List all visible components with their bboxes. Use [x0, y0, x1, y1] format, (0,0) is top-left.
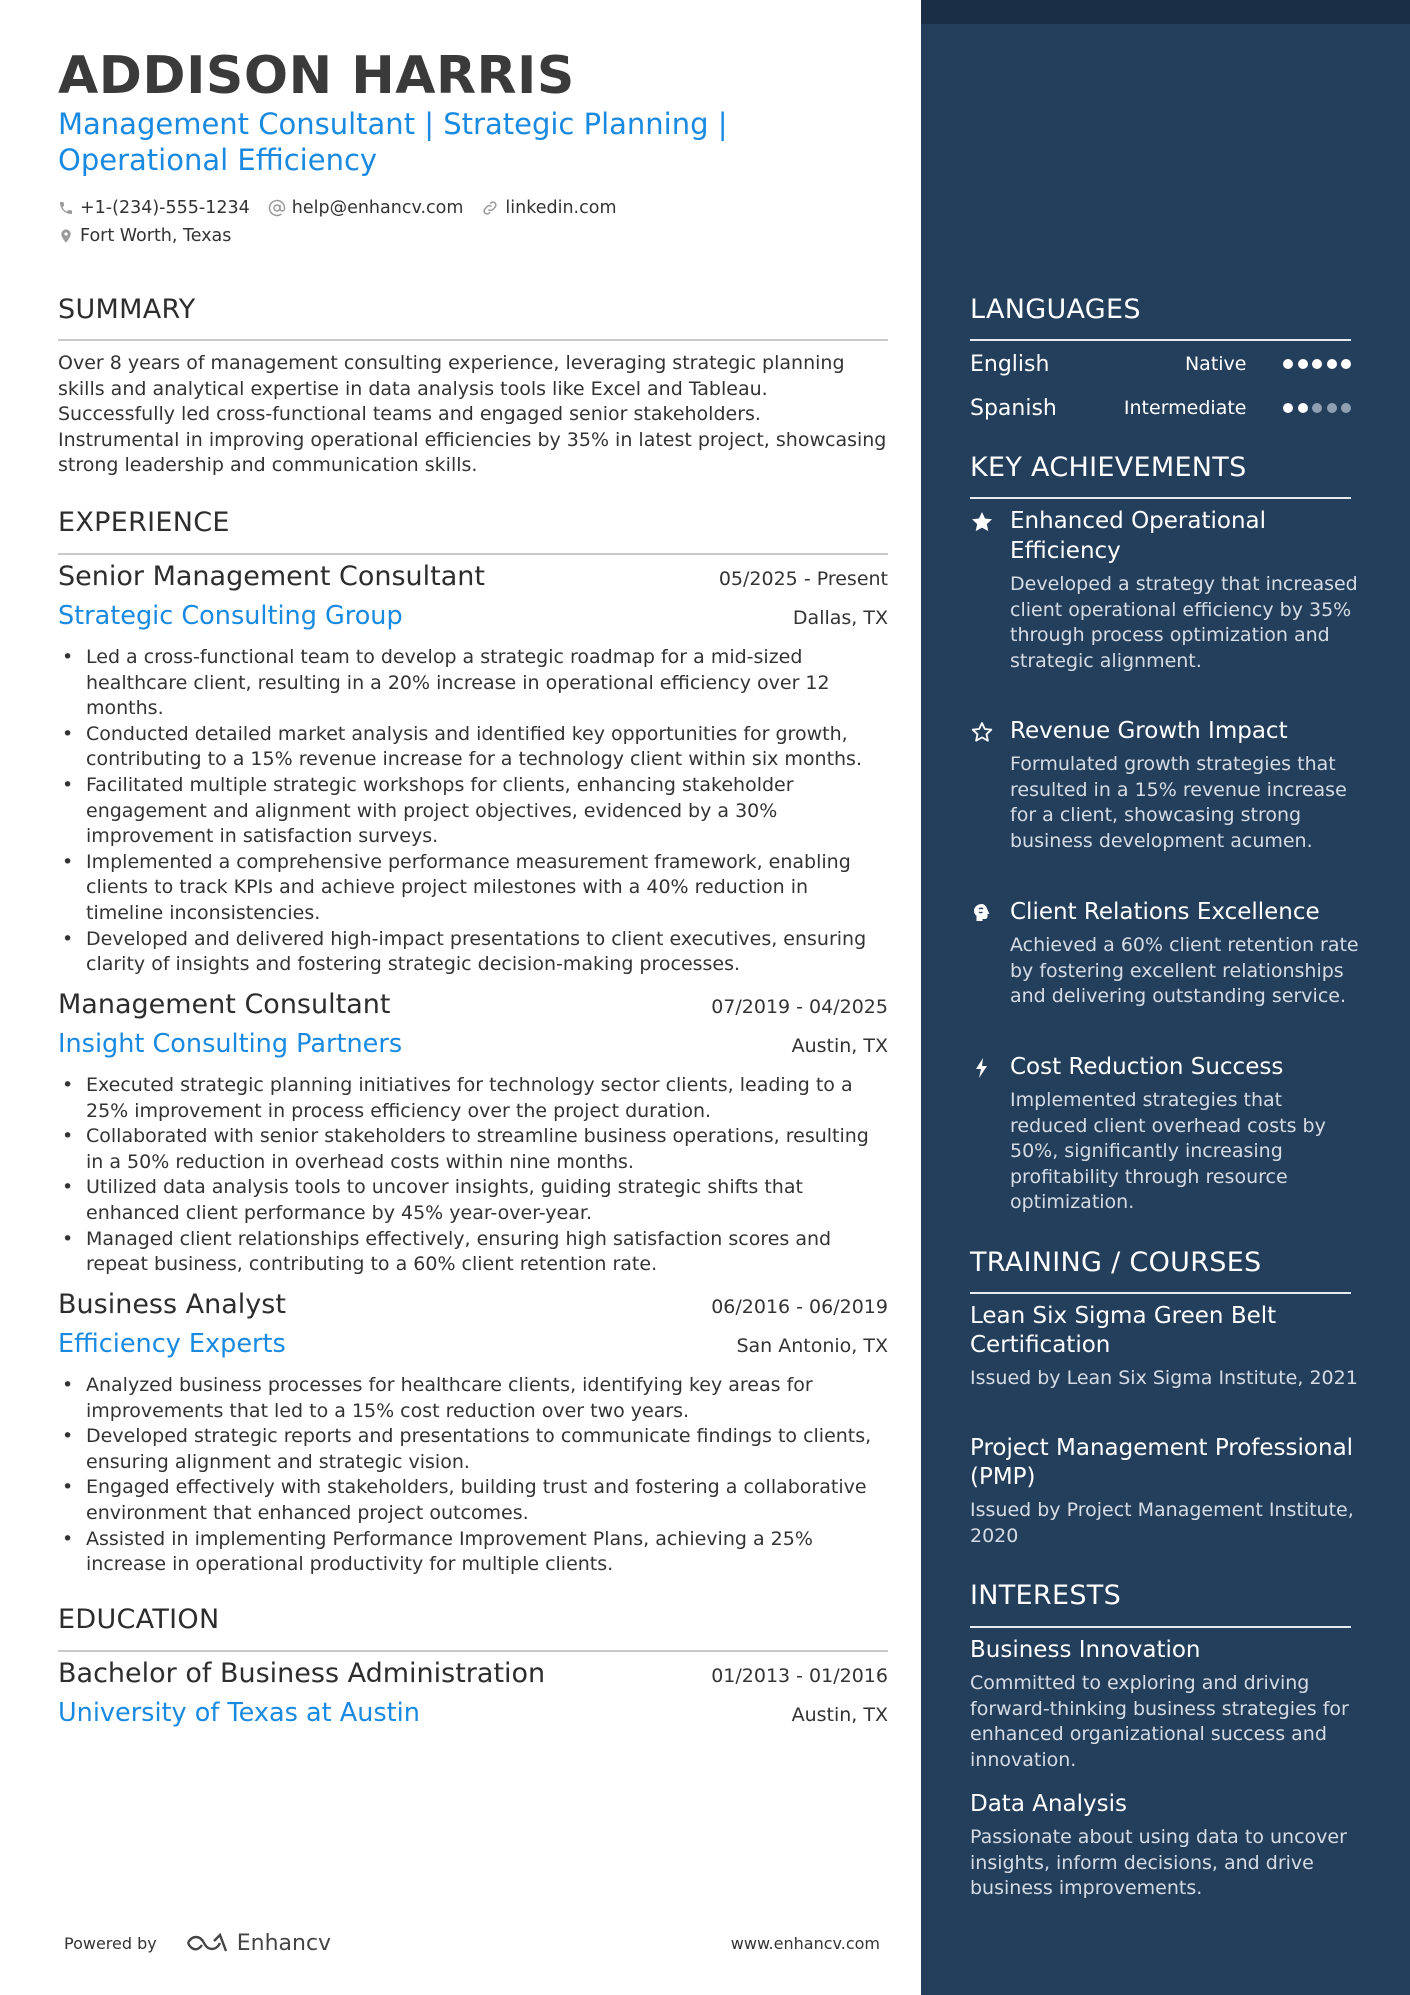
linkedin-text: linkedin.com — [505, 198, 617, 218]
footer-url[interactable]: www.enhancv.com — [730, 1933, 880, 1953]
summary-text: Over 8 years of management consulting experience, leveraging strategic planning skills and analytical expertise in data analysis tools like Excel and Tableau. Successfully led cross-functional teams and engaged senior stakeholders. Instrumental in improving operational efficiencies by 35% in latest project, showcasing strong leadership and communication skills. — [58, 352, 887, 477]
job-dates: 05/2025 - Present — [718, 568, 888, 590]
training-divider — [970, 1292, 1351, 1294]
job-bullets — [58, 1073, 888, 1278]
job-bullet: • Led a cross-functional team to develop a strategic roadmap for a mid-sized healthcare client, resulting in a 20% increase in operational efficiency over 12 months. — [58, 645, 888, 722]
powered-by-label: Powered by — [64, 1933, 157, 1953]
job-bullet: • Managed client relationships effectively, ensuring high satisfaction scores and repeat business, contributing to a 60% client retention rate. — [58, 1227, 888, 1278]
job-entry — [58, 1289, 888, 1578]
proficiency-dot-filled — [1298, 403, 1308, 413]
phone-text: +1-(234)-555-1234 — [80, 198, 250, 218]
course-title: Lean Six Sigma Green Belt Certification — [970, 1303, 1277, 1358]
summary-divider — [58, 339, 888, 341]
course-desc: Issued by Lean Six Sigma Institute, 2021 — [970, 1367, 1358, 1389]
job-dates: 07/2019 - 04/2025 — [711, 996, 888, 1018]
job-bullet: • Executed strategic planning initiatives for technology sector clients, leading to a 25% improvement in process efficiency over the project duration. — [58, 1073, 888, 1124]
proficiency-dot-filled — [1327, 359, 1337, 369]
job-bullet: • Analyzed business processes for healthcare clients, identifying key areas for improvements that led to a 15% cost reduction over two years. — [58, 1373, 888, 1424]
job-bullets — [58, 645, 888, 978]
achievement-desc: Implemented strategies that reduced client overhead costs by 50%, significantly increasing profitability through resource optimization. — [1010, 1089, 1326, 1214]
email-text: help@enhancv.com — [291, 198, 464, 218]
experience-divider — [58, 553, 888, 555]
achievements-divider — [970, 497, 1351, 499]
achievement-desc: Formulated growth strategies that resulted in a 15% revenue increase for a client, showcasing strong business development acumen. — [1010, 753, 1347, 852]
school-name[interactable]: University of Texas at Austin — [58, 1698, 420, 1728]
proficiency-dot-filled — [1312, 359, 1322, 369]
candidate-title: Management Consultant | Strategic Planning | Operational Efficiency — [58, 107, 728, 177]
job-bullet: • Engaged effectively with stakeholders, building trust and fostering a collaborative environment that enhanced project outcomes. — [58, 1475, 888, 1526]
language-item — [970, 347, 1351, 381]
summary-heading: SUMMARY — [58, 294, 196, 325]
education-divider — [58, 1650, 888, 1652]
job-location: Austin, TX — [791, 1035, 888, 1057]
brain-icon — [970, 901, 994, 925]
achievement-title: Client Relations Excellence — [1010, 899, 1320, 925]
at-sign-icon — [268, 199, 286, 217]
language-level: Native — [1184, 353, 1247, 375]
job-role: Senior Management Consultant — [58, 561, 486, 592]
job-bullet: • Developed and delivered high-impact presentations to client executives, ensuring clarity of insights and fostering strategic decision-making processes. — [58, 927, 888, 978]
interest-title: Data Analysis — [970, 1791, 1127, 1817]
job-bullet: • Developed strategic reports and presentations to communicate findings to clients, ensuring alignment and strategic vision. — [58, 1424, 888, 1475]
proficiency-dot-filled — [1283, 359, 1293, 369]
job-bullet: • Conducted detailed market analysis and identified key opportunities for growth, contributing to a 15% revenue increase for a technology client within six months. — [58, 722, 888, 773]
enhancv-logo-icon — [185, 1932, 231, 1954]
contact-info — [58, 194, 888, 250]
interests-divider — [970, 1626, 1351, 1628]
language-level: Intermediate — [1123, 397, 1247, 419]
location-pin-icon — [58, 227, 74, 245]
job-bullet: • Implemented a comprehensive performance measurement framework, enabling clients to track KPIs and achieve project milestones with a 40% reduction in timeline inconsistencies. — [58, 850, 888, 927]
proficiency-dot-empty — [1327, 403, 1337, 413]
language-item — [970, 391, 1351, 425]
brand-name: Enhancv — [236, 1930, 332, 1956]
achievements-heading: KEY ACHIEVEMENTS — [970, 452, 1247, 483]
job-bullet: • Collaborated with senior stakeholders to streamline business operations, resulting in a 50% reduction in overhead costs within nine months. — [58, 1124, 888, 1175]
job-entry — [58, 561, 888, 978]
interests-heading: INTERESTS — [970, 1580, 1122, 1611]
job-role: Management Consultant — [58, 989, 391, 1020]
phone-contact[interactable] — [58, 198, 250, 218]
education-heading: EDUCATION — [58, 1604, 220, 1635]
achievement-item — [970, 1052, 1360, 1216]
achievement-title: Enhanced Operational Efficiency — [1010, 508, 1267, 564]
sidebar-top-band — [921, 0, 1410, 24]
education-dates: 01/2013 - 01/2016 — [711, 1665, 888, 1687]
achievement-desc: Achieved a 60% client retention rate by fostering excellent relationships and delivering outstanding service. — [1010, 934, 1359, 1008]
achievement-item — [970, 716, 1360, 854]
course-item — [970, 1434, 1360, 1549]
job-company[interactable]: Insight Consulting Partners — [58, 1029, 403, 1059]
location-text: Fort Worth, Texas — [80, 226, 232, 246]
job-location: San Antonio, TX — [736, 1335, 888, 1357]
linkedin-contact[interactable] — [481, 198, 616, 218]
email-contact[interactable] — [268, 198, 464, 218]
candidate-name: ADDISON HARRIS — [58, 46, 575, 106]
job-bullets — [58, 1373, 888, 1578]
powered-by — [64, 1931, 331, 1956]
star-outline-icon — [970, 720, 994, 744]
achievement-desc: Developed a strategy that increased client operational efficiency by 35% through process optimization and strategic alignment. — [1010, 573, 1358, 672]
phone-icon — [58, 200, 74, 216]
job-role: Business Analyst — [58, 1289, 286, 1320]
degree-title: Bachelor of Business Administration — [58, 1658, 546, 1689]
job-company[interactable]: Efficiency Experts — [58, 1329, 286, 1359]
education-location: Austin, TX — [791, 1704, 888, 1726]
interest-item — [970, 1636, 1360, 1773]
course-title: Project Management Professional (PMP) — [970, 1435, 1354, 1490]
languages-divider — [970, 339, 1351, 341]
interest-desc: Passionate about using data to uncover insights, inform decisions, and drive business improvements. — [970, 1826, 1347, 1900]
achievement-title: Cost Reduction Success — [1010, 1054, 1284, 1080]
job-bullet: • Assisted in implementing Performance Improvement Plans, achieving a 25% increase in operational productivity for multiple clients. — [58, 1527, 888, 1578]
job-location: Dallas, TX — [792, 607, 888, 629]
experience-heading: EXPERIENCE — [58, 507, 230, 538]
course-desc: Issued by Project Management Institute, 2020 — [970, 1499, 1354, 1547]
course-item — [970, 1302, 1360, 1392]
interest-desc: Committed to exploring and driving forward-thinking business strategies for enhanced organizational success and innovation. — [970, 1672, 1349, 1771]
job-bullet: • Utilized data analysis tools to uncover insights, guiding strategic shifts that enhanced client performance by 45% year-over-year. — [58, 1175, 888, 1226]
job-bullet: • Facilitated multiple strategic workshops for clients, enhancing stakeholder engagement and alignment with project objectives, evidenced by a 30% improvement in satisfaction surveys. — [58, 773, 888, 850]
proficiency-dots — [1279, 359, 1352, 369]
link-icon — [481, 199, 499, 217]
achievement-title: Revenue Growth Impact — [1010, 718, 1288, 744]
achievement-item — [970, 506, 1360, 674]
footer — [64, 1928, 880, 1958]
job-company[interactable]: Strategic Consulting Group — [58, 601, 403, 631]
proficiency-dots — [1279, 403, 1352, 413]
job-dates: 06/2016 - 06/2019 — [711, 1296, 888, 1318]
language-name: Spanish — [970, 395, 1057, 421]
interest-title: Business Innovation — [970, 1637, 1201, 1663]
proficiency-dot-filled — [1341, 359, 1351, 369]
achievement-item — [970, 897, 1360, 1010]
training-heading: TRAINING / COURSES — [970, 1247, 1262, 1278]
proficiency-dot-filled — [1298, 359, 1308, 369]
location-contact — [58, 226, 231, 246]
proficiency-dot-empty — [1312, 403, 1322, 413]
languages-heading: LANGUAGES — [970, 294, 1141, 325]
enhancv-logo[interactable] — [185, 1931, 331, 1956]
interest-item — [970, 1790, 1360, 1902]
sidebar — [921, 0, 1410, 1995]
proficiency-dot-empty — [1341, 403, 1351, 413]
language-name: English — [970, 351, 1050, 377]
proficiency-dot-filled — [1283, 403, 1293, 413]
education-entry — [58, 1658, 888, 1738]
lightning-icon — [970, 1056, 994, 1080]
job-entry — [58, 989, 888, 1278]
star-filled-icon — [970, 510, 994, 534]
